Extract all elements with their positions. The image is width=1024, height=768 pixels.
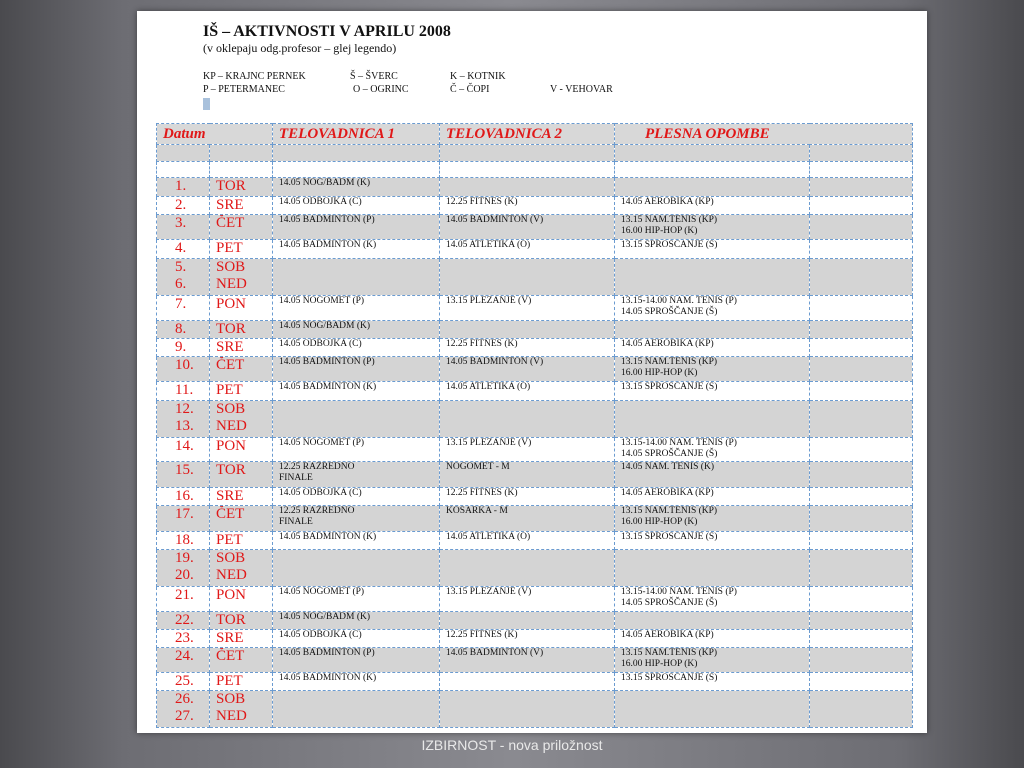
table-row [157, 691, 913, 728]
plesna-cell [615, 259, 810, 296]
table-row [157, 438, 913, 462]
legend-row [203, 84, 763, 97]
telovadnica-2-cell [440, 612, 615, 630]
telovadnica-2-cell: 12.25 FITNES (K) [440, 339, 615, 357]
telovadnica-2-cell: KOSARKA - M [440, 506, 615, 532]
table-row [157, 550, 913, 587]
date-number-cell: 8. [157, 321, 210, 339]
telovadnica-2-cell: 14.05 BADMINTON (V) [440, 648, 615, 673]
day-name-cell: SOB NED [210, 401, 273, 438]
table-row [157, 488, 913, 506]
date-number-cell: 17. [157, 506, 210, 532]
date-number-cell: 9. [157, 339, 210, 357]
document-header [203, 23, 451, 55]
plesna-cell [615, 401, 810, 438]
opombe-cell [810, 488, 913, 506]
document-page [137, 11, 927, 733]
day-name-cell: TOR [210, 462, 273, 488]
legend-row [203, 71, 763, 84]
telovadnica-2-cell: 12.25 FITNES (K) [440, 630, 615, 648]
date-number-cell: 23. [157, 630, 210, 648]
day-name-cell: ČET [210, 215, 273, 240]
day-name-cell: PET [210, 673, 273, 691]
telovadnica-1-cell: 14.05 NOGOMET (P) [273, 438, 440, 462]
date-number-cell [157, 145, 210, 162]
plesna-cell: 13.15-14.00 NAM. TENIS (P) 14.05 SPROŠČANJE (Š) [615, 438, 810, 462]
table-row [157, 178, 913, 197]
plesna-cell: 13.15-14.00 NAM. TENIS (P) 14.05 SPROŠČANJE (Š) [615, 296, 810, 321]
date-number-cell: 24. [157, 648, 210, 673]
telovadnica-2-cell [440, 691, 615, 728]
telovadnica-2-cell [440, 162, 615, 178]
date-number-cell: 16. [157, 488, 210, 506]
telovadnica-2-cell: 14.05 BADMINTON (V) [440, 357, 615, 382]
telovadnica-2-cell: 14.05 ATLETIKA (O) [440, 382, 615, 401]
plesna-cell: 14.05 AEROBIKA (KP) [615, 630, 810, 648]
day-name-cell: TOR [210, 321, 273, 339]
table-row [157, 587, 913, 612]
opombe-cell [810, 438, 913, 462]
day-name-cell: PON [210, 587, 273, 612]
opombe-cell [810, 401, 913, 438]
plesna-cell [615, 321, 810, 339]
telovadnica-2-cell: 14.05 BADMINTON (V) [440, 215, 615, 240]
table-row [157, 296, 913, 321]
telovadnica-2-cell [440, 550, 615, 587]
day-name-cell: SOB NED [210, 550, 273, 587]
table-row [157, 339, 913, 357]
plesna-cell [615, 612, 810, 630]
header-telovadnica-2: TELOVADNICA 2 [440, 124, 615, 145]
legend [203, 71, 763, 97]
telovadnica-2-cell: 14.05 ATLETIKA (O) [440, 532, 615, 550]
plesna-cell [615, 178, 810, 197]
day-name-cell: SRE [210, 630, 273, 648]
telovadnica-1-cell: 14.05 ODBOJKA (C) [273, 630, 440, 648]
date-number-cell: 22. [157, 612, 210, 630]
opombe-cell [810, 240, 913, 259]
telovadnica-1-cell: 14.05 NOGOMET (P) [273, 587, 440, 612]
opombe-cell [810, 321, 913, 339]
day-name-cell: PON [210, 296, 273, 321]
telovadnica-1-cell: 14.05 BADMINTON (P) [273, 215, 440, 240]
table-row [157, 648, 913, 673]
legend-item: P – PETERMANEC [203, 84, 285, 95]
telovadnica-2-cell [440, 321, 615, 339]
day-name-cell: TOR [210, 612, 273, 630]
telovadnica-2-cell: 13.15 PLEZANJE (V) [440, 587, 615, 612]
date-number-cell: 10. [157, 357, 210, 382]
opombe-cell [810, 691, 913, 728]
date-number-cell: 3. [157, 215, 210, 240]
table-row [157, 240, 913, 259]
day-name-cell: ČET [210, 357, 273, 382]
date-number-cell: 7. [157, 296, 210, 321]
opombe-cell [810, 532, 913, 550]
telovadnica-1-cell: 14.05 BADMINTON (P) [273, 357, 440, 382]
date-number-cell: 21. [157, 587, 210, 612]
day-name-cell [210, 162, 273, 178]
table-header-row [157, 124, 913, 145]
plesna-cell [615, 550, 810, 587]
telovadnica-1-cell: 14.05 NOG/BADM (K) [273, 321, 440, 339]
opombe-cell [810, 197, 913, 215]
opombe-cell [810, 178, 913, 197]
plesna-cell: 13.15 NAM.TENIS (KP) 16.00 HIP-HOP (K) [615, 357, 810, 382]
telovadnica-1-cell: 14.05 NOG/BADM (K) [273, 178, 440, 197]
telovadnica-1-cell: 14.05 BADMINTON (P) [273, 648, 440, 673]
plesna-cell: 14.05 NAM. TENIS (K) [615, 462, 810, 488]
day-name-cell: SOB NED [210, 259, 273, 296]
table-row [157, 630, 913, 648]
table-row [157, 215, 913, 240]
header-datum: Datum [157, 124, 273, 145]
telovadnica-1-cell: 12.25 RAZREDNO FINALE [273, 506, 440, 532]
table-row [157, 145, 913, 162]
table-row [157, 401, 913, 438]
telovadnica-1-cell: 14.05 BADMINTON (K) [273, 673, 440, 691]
telovadnica-1-cell: 14.05 BADMINTON (K) [273, 382, 440, 401]
plesna-cell [615, 691, 810, 728]
opombe-cell [810, 612, 913, 630]
table-row [157, 506, 913, 532]
date-number-cell: 12. 13. [157, 401, 210, 438]
table-row [157, 197, 913, 215]
telovadnica-2-cell [440, 259, 615, 296]
plesna-cell: 13.15-14.00 NAM. TENIS (P) 14.05 SPROŠČANJE (Š) [615, 587, 810, 612]
plesna-cell [615, 145, 810, 162]
telovadnica-1-cell [273, 550, 440, 587]
header-telovadnica-1: TELOVADNICA 1 [273, 124, 440, 145]
opombe-cell [810, 145, 913, 162]
day-name-cell: ČET [210, 648, 273, 673]
plesna-cell: 13.15 SPROSCANJE (S) [615, 673, 810, 691]
table-row [157, 259, 913, 296]
date-number-cell: 19. 20. [157, 550, 210, 587]
telovadnica-1-cell [273, 691, 440, 728]
opombe-cell [810, 296, 913, 321]
plesna-cell: 13.15 SPROSCANJE (S) [615, 532, 810, 550]
telovadnica-2-cell [440, 145, 615, 162]
legend-item: V - VEHOVAR [550, 84, 613, 95]
telovadnica-2-cell: 12.25 FITNES (K) [440, 197, 615, 215]
telovadnica-2-cell [440, 673, 615, 691]
telovadnica-2-cell: 12.25 FITNES (K) [440, 488, 615, 506]
telovadnica-2-cell [440, 178, 615, 197]
opombe-cell [810, 630, 913, 648]
date-number-cell: 4. [157, 240, 210, 259]
telovadnica-1-cell: 14.05 BADMINTON (K) [273, 532, 440, 550]
table-row [157, 462, 913, 488]
schedule-table [156, 123, 913, 728]
telovadnica-1-cell: 14.05 ODBOJKA (C) [273, 488, 440, 506]
telovadnica-1-cell [273, 145, 440, 162]
plesna-cell: 13.15 SPROSCANJE (S) [615, 382, 810, 401]
text-cursor-mark [203, 98, 210, 110]
legend-item: K – KOTNIK [450, 71, 506, 82]
date-number-cell: 25. [157, 673, 210, 691]
plesna-cell: 13.15 NAM.TENIS (KP) 16.00 HIP-HOP (K) [615, 215, 810, 240]
opombe-cell [810, 673, 913, 691]
telovadnica-1-cell: 14.05 NOG/BADM (K) [273, 612, 440, 630]
opombe-cell [810, 339, 913, 357]
opombe-cell [810, 550, 913, 587]
day-name-cell: PON [210, 438, 273, 462]
table-row [157, 532, 913, 550]
day-name-cell: SRE [210, 488, 273, 506]
telovadnica-2-cell: 13.15 PLEZANJE (V) [440, 438, 615, 462]
plesna-cell: 13.15 SPROSCANJE (S) [615, 240, 810, 259]
day-name-cell: SRE [210, 339, 273, 357]
telovadnica-1-cell: 14.05 ODBOJKA (C) [273, 197, 440, 215]
day-name-cell: ČET [210, 506, 273, 532]
document-title: IŠ – AKTIVNOSTI V APRILU 2008 [203, 23, 451, 40]
day-name-cell: TOR [210, 178, 273, 197]
table-row [157, 321, 913, 339]
opombe-cell [810, 648, 913, 673]
day-name-cell [210, 145, 273, 162]
slide-footer: IZBIRNOST - nova priložnost [421, 737, 603, 753]
table-row [157, 673, 913, 691]
day-name-cell: SRE [210, 197, 273, 215]
table-row [157, 162, 913, 178]
date-number-cell: 2. [157, 197, 210, 215]
opombe-cell [810, 382, 913, 401]
telovadnica-1-cell [273, 259, 440, 296]
day-name-cell: PET [210, 382, 273, 401]
legend-item: KP – KRAJNC PERNEK [203, 71, 306, 82]
document-subtitle: (v oklepaju odg.profesor – glej legendo) [203, 41, 397, 55]
table-row [157, 612, 913, 630]
telovadnica-1-cell [273, 162, 440, 178]
day-name-cell: PET [210, 532, 273, 550]
legend-item: Č – ČOPI [450, 84, 490, 95]
opombe-cell [810, 587, 913, 612]
date-number-cell: 15. [157, 462, 210, 488]
telovadnica-2-cell: 13.15 PLEZANJE (V) [440, 296, 615, 321]
header-plesna-opombe: PLESNA OPOMBE [615, 124, 913, 145]
opombe-cell [810, 462, 913, 488]
plesna-cell: 13.15 NAM.TENIS (KP) 16.00 HIP-HOP (K) [615, 506, 810, 532]
date-number-cell [157, 162, 210, 178]
opombe-cell [810, 162, 913, 178]
legend-item: O – OGRINC [353, 84, 409, 95]
table-row [157, 357, 913, 382]
date-number-cell: 1. [157, 178, 210, 197]
telovadnica-2-cell: NOGOMET - M [440, 462, 615, 488]
opombe-cell [810, 215, 913, 240]
date-number-cell: 14. [157, 438, 210, 462]
telovadnica-1-cell: 14.05 NOGOMET (P) [273, 296, 440, 321]
telovadnica-2-cell [440, 401, 615, 438]
telovadnica-1-cell: 14.05 ODBOJKA (C) [273, 339, 440, 357]
day-name-cell: PET [210, 240, 273, 259]
plesna-cell: 14.05 AEROBIKA (KP) [615, 339, 810, 357]
legend-item: Š – ŠVERC [350, 71, 398, 82]
opombe-cell [810, 357, 913, 382]
telovadnica-2-cell: 14.05 ATLETIKA (O) [440, 240, 615, 259]
table-row [157, 382, 913, 401]
date-number-cell: 26. 27. [157, 691, 210, 728]
opombe-cell [810, 506, 913, 532]
plesna-cell: 14.05 AEROBIKA (KP) [615, 488, 810, 506]
plesna-cell: 13.15 NAM.TENIS (KP) 16.00 HIP-HOP (K) [615, 648, 810, 673]
day-name-cell: SOB NED [210, 691, 273, 728]
plesna-cell [615, 162, 810, 178]
date-number-cell: 5. 6. [157, 259, 210, 296]
telovadnica-1-cell: 14.05 BADMINTON (K) [273, 240, 440, 259]
plesna-cell: 14.05 AEROBIKA (KP) [615, 197, 810, 215]
telovadnica-1-cell: 12.25 RAZREDNO FINALE [273, 462, 440, 488]
opombe-cell [810, 259, 913, 296]
date-number-cell: 18. [157, 532, 210, 550]
date-number-cell: 11. [157, 382, 210, 401]
telovadnica-1-cell [273, 401, 440, 438]
